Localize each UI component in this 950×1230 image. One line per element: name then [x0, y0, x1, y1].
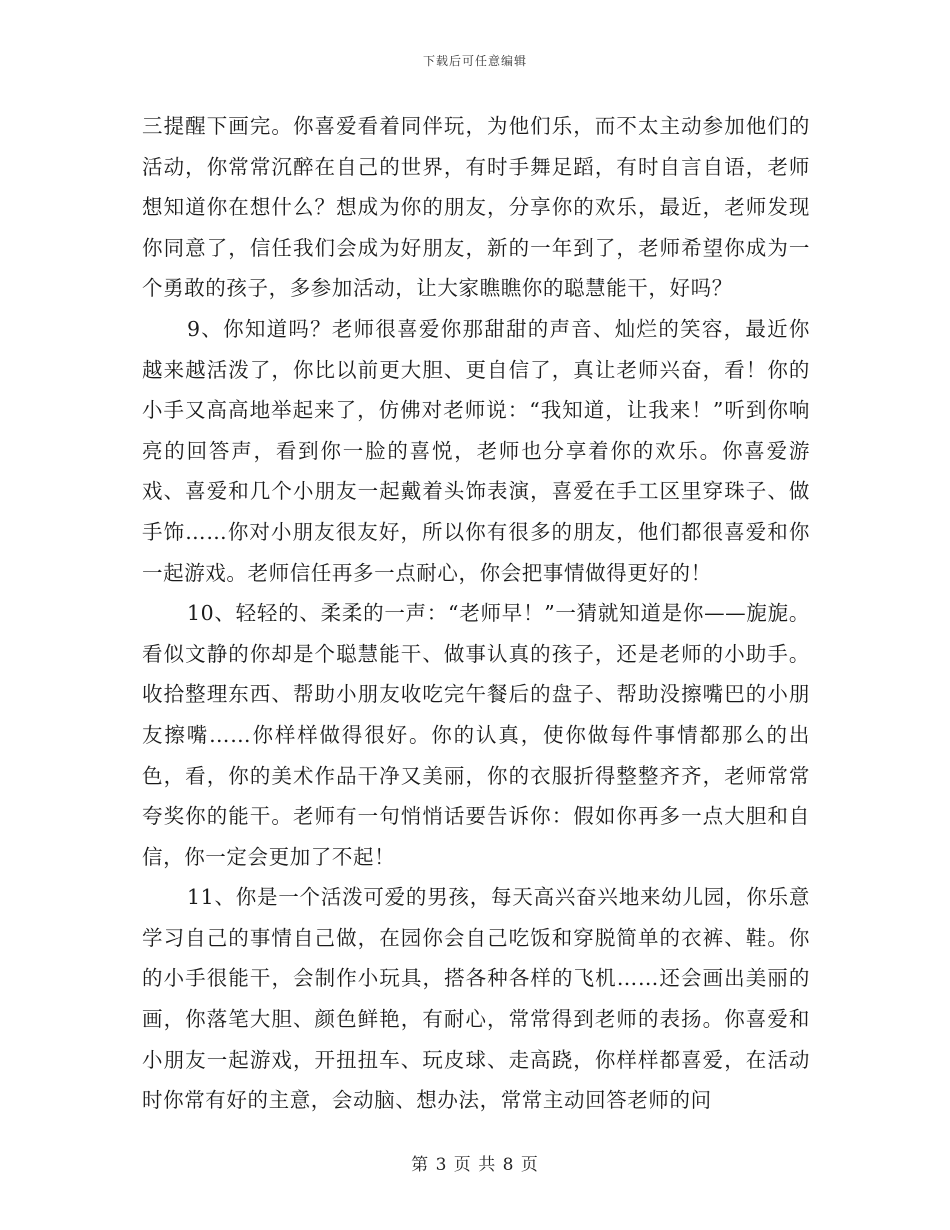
page-header: 下载后可任意编辑 [422, 54, 527, 68]
paragraph-item-10: 10、轻轻的、柔柔的一声：“老师早！”一猜就知道是你——旎旎。看似文静的你却是个聪慧能干、做事认真的孩子，还是老师的小助手。收拾整理东西、帮助小朋友收吃完午餐后的盘子、帮助没擦嘴巴的小朋友擦嘴……你样样做得很好。你的认真，使你做每件事情都那么的出色，看，你的美术作品干净又美丽，你的衣服折得整整齐齐，老师常常夸奖你的能干。老师有一句悄悄话要告诉你：假如你再多一点大胆和自信，你一定会更加了不起！ [142, 601, 810, 869]
paragraph-continuation: 三提醒下画完。你喜爱看着同伴玩，为他们乐，而不太主动参加他们的活动，你常常沉醉在自己的世界，有时手舞足蹈，有时自言自语，老师想知道你在想什么？想成为你的朋友，分享你的欢乐，最近，老师发现你同意了，信任我们会成为好朋友，新的一年到了，老师希望你成为一个勇敢的孩子，多参加活动，让大家瞧瞧你的聪慧能干，好吗？ [142, 114, 810, 301]
paragraph-item-11: 11、你是一个活泼可爱的男孩，每天高兴奋兴地来幼儿园，你乐意学习自己的事情自己做，在园你会自己吃饭和穿脱简单的衣裤、鞋。你的小手很能干，会制作小玩具，搭各种各样的飞机……还会画出美丽的画，你落笔大胆、颜色鲜艳，有耐心，常常得到老师的表扬。你喜爱和小朋友一起游戏，开扭扭车、玩皮球、走高跷，你样样都喜爱，在活动时你常有好的主意，会动脑、想办法，常常主动回答老师的问 [142, 885, 810, 1113]
document-body [142, 106, 810, 1121]
page-number-footer: 第 3 页 共 8 页 [411, 1155, 539, 1175]
paragraph-item-9: 9、你知道吗？老师很喜爱你那甜甜的声音、灿烂的笑容，最近你越来越活泼了，你比以前更大胆、更自信了，真让老师兴奋，看！你的小手又高高地举起来了，仿佛对老师说：“我知道，让我来！”听到你响亮的回答声，看到你一脸的喜悦，老师也分享着你的欢乐。你喜爱游戏、喜爱和几个小朋友一起戴着头饰表演，喜爱在手工区里穿珠子、做手饰……你对小朋友很友好，所以你有很多的朋友，他们都很喜爱和你一起游戏。老师信任再多一点耐心，你会把事情做得更好的！ [142, 316, 810, 585]
